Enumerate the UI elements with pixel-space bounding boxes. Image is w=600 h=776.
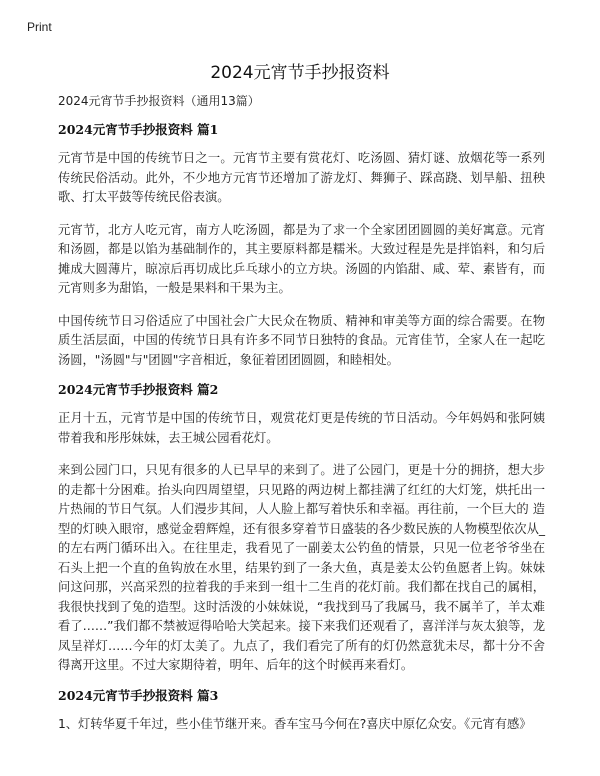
paragraph: 中国传统节日习俗适应了中国社会广大民众在物质、精神和审美等方面的综合需要。在物质生活层面，中国的传统节日具有许多不同节日独特的食品。元宵佳节，全家人在一起吃汤圆，"汤圆"与"团圆"字音相近，象征着团团圆圆，和睦相处。 [58, 313, 545, 367]
paragraph: 来到公园门口，只见有很多的人已早早的来到了。进了公园门，更是十分的拥挤，想大步的走都十分困难。抬头向四周望望，只见路的两边树上都挂满了红红的大灯笼，烘托出一片热闹的节日气氛。人们漫步其间，人人脸上都写着快乐和幸福。再往前，一个巨大的 造型的灯映入眼帘，感觉金碧辉煌，还有很多穿着节日盛装的各少数民族的人物模型依次从_的左右两门循环出入。在往里走，我看见了一副姜太公钓鱼的情景，只见一位老爷爷坐在石头上把一个直的鱼钩放在水里，结果钓到了一条大鱼，真是姜太公钓鱼愿者上钩。妹妹问这问那，兴高采烈的拉着我的手来到一组十二生肖的花灯前。我们都在找自己的属相，我很快找到了兔的造型。这时活泼的小妹妹说，“我找到马了我属马，我不属羊了，羊太难看了……”我们都不禁被逗得哈哈大笑起来。接下来我们还观看了，喜洋洋与灰太狼等，龙凤呈祥灯……今年的灯太美了。九点了，我们看完了所有的灯仍然意犹未尽，都十分不舍得离开这里。不过大家期待着，明年、后年的这个时候再来看灯。 [58, 463, 545, 672]
section-1 [58, 122, 545, 370]
paragraph: 正月十五，元宵节是中国的传统节日，观赏花灯更是传统的节日活动。今年妈妈和张阿姨带着我和彤彤妹妹，去王城公园看花灯。 [58, 411, 545, 445]
print-link[interactable]: Print [27, 20, 52, 34]
document-body [58, 94, 545, 747]
paragraph: 元宵节是中国的传统节日之一。元宵节主要有赏花灯、吃汤圆、猜灯谜、放烟花等一系列传统民俗活动。此外，不少地方元宵节还增加了游龙灯、舞狮子、踩高跷、划旱船、扭秧歌、打太平鼓等传统民俗表演。 [58, 151, 545, 204]
section-2 [58, 382, 545, 676]
section-heading: 2024元宵节手抄报资料 篇1 [58, 122, 219, 137]
section-heading: 2024元宵节手抄报资料 篇3 [58, 687, 219, 703]
paragraph: 1、灯转华夏千年过，些小佳节继开来。香车宝马今何在?喜庆中原亿众安。《元宵有感》 [58, 716, 532, 731]
paragraph: 元宵节，北方人吃元宵，南方人吃汤圆，都是为了求一个全家团团圆圆的美好寓意。元宵和汤圆，都是以馅为基础制作的，其主要原料都是糯米。大致过程是先是拌馅料，和匀后摊成大圆薄片，晾凉后再切成比乒乓球小的立方块。汤圆的内馅甜、咸、荤、素皆有，而元宵则多为甜馅，一般是果料和干果为主。 [58, 222, 545, 295]
document-subtitle: 2024元宵节手抄报资料（通用13篇） [58, 94, 260, 108]
section-heading: 2024元宵节手抄报资料 篇2 [58, 382, 219, 397]
section-3 [58, 688, 545, 735]
document-title: 2024元宵节手抄报资料 [210, 63, 390, 83]
